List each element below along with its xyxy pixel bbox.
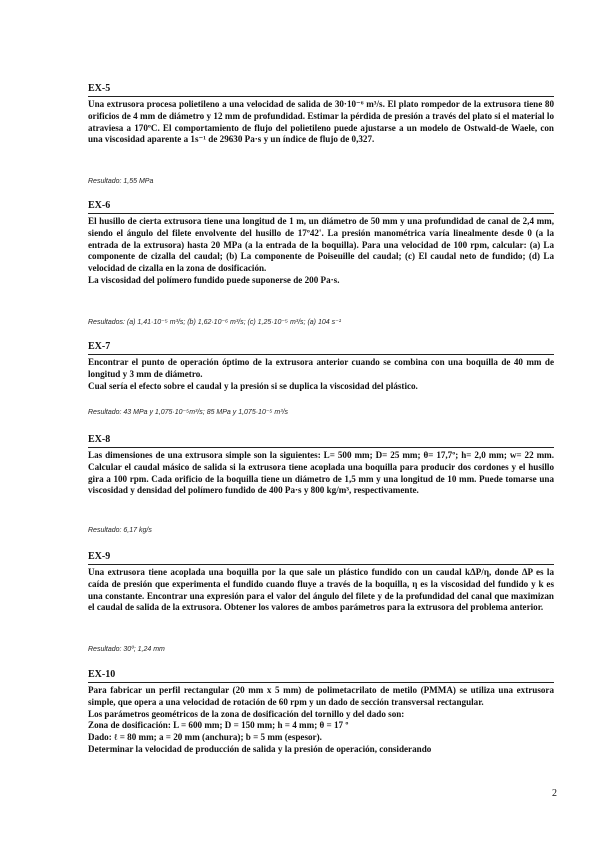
exercise-9 [88,551,554,614]
paragraph: Una extrusora procesa polietileno a una velocidad de salida de 30·10⁻⁶ m³/s. El plato rompedor de la extrusora tiene 80 orificios de 4 mm de diámetro y 12 mm de profundidad. Estimar la pérdida de presión a través del plato si el material lo atraviesa a 170ºC. El comportamiento de flujo del polietileno puede ajustarse a un modelo de Ostwald-de Waele, con una viscosidad aparente a 1s⁻¹ de 29630 Pa·s y un índice de flujo de 0,327. [88,99,554,145]
exercise-5-result: Resultado: 1,55 MPa [88,178,154,185]
exercise-statement [88,99,554,146]
paragraph: Los parámetros geométricos de la zona de dosificación del tornillo y del dado son: [88,708,405,719]
exercise-title: EX-10 [88,669,554,683]
exercise-title: EX-8 [88,434,554,448]
paragraph: La viscosidad del polímero fundido puede suponerse de 200 Pa·s. [88,274,340,285]
exercise-statement [88,450,554,497]
paragraph: Dado: ℓ = 80 mm; a = 20 mm (anchura); b = 5 mm (espesor). [88,732,322,743]
paragraph: Zona de dosificación: L = 600 mm; D = 150 mm; h = 4 mm; θ = 17 º [88,720,349,731]
exercise-7-result: Resultado: 43 MPa y 1,075·10⁻⁵m³/s; 85 MPa y 1,075·10⁻⁵ m³/s [88,409,289,416]
paragraph: Para fabricar un perfil rectangular (20 mm x 5 mm) de polimetacrilato de metilo (PMMA) se utiliza una extrusora simple, que opera a una velocidad de rotación de 60 rpm y un dado de sección transversal rectangular. [88,685,554,707]
exercise-statement [88,357,554,392]
exercise-title: EX-7 [88,341,554,355]
exercise-statement [88,685,554,756]
exercise-5 [88,83,554,146]
paragraph: Encontrar el punto de operación óptimo de la extrusora anterior cuando se combina con una boquilla de 40 mm de longitud y 3 mm de diámetro. [88,357,554,379]
exercise-8 [88,434,554,497]
exercise-title: EX-5 [88,83,554,97]
exercise-statement [88,567,554,614]
exercise-6-result: Resultados: (a) 1,41·10⁻⁵ m³/s; (b) 1,62·10⁻⁶ m³/s; (c) 1,25·10⁻⁵ m³/s; (a) 104 s⁻¹ [88,319,342,326]
paragraph: Una extrusora tiene acoplada una boquilla por la que sale un plástico fundido con un caudal kΔP/η, donde ΔP es la caída de presión que experimenta el fundido cuando fluye a través de la boquilla, η es la viscosidad del fundido y k es una constante. Encontrar una expresión para el valor del ángulo del filete y de la profundidad del canal que maximizan el caudal de salida de la extrusora. Obtener los valores de ambos parámetros para la extrusora del problema anterior. [88,567,554,613]
exercise-title: EX-9 [88,551,554,565]
exercise-8-result: Resultado: 6,17 kg/s [88,527,152,534]
exercise-title: EX-6 [88,200,554,214]
exercise-7 [88,341,554,392]
paragraph: Cual sería el efecto sobre el caudal y la presión si se duplica la viscosidad del plástico. [88,380,418,391]
exercise-statement [88,216,554,287]
paragraph: Las dimensiones de una extrusora simple son la siguientes: L= 500 mm; D= 25 mm; θ= 17,7º; h= 2,0 mm; w= 22 mm. Calcular el caudal másico de salida si la extrusora tiene acoplada una boquilla para producir dos cordones y el husillo gira a 100 rpm. Cada orificio de la boquilla tiene un diámetro de 1,5 mm y una longitud de 10 mm. Puede tomarse una viscosidad y densidad del polímero fundido de 400 Pa·s y 800 kg/m³, respectivamente. [88,450,554,496]
page-number: 2 [552,788,557,799]
exercise-9-result: Resultado: 30º; 1,24 mm [88,646,165,653]
exercise-6 [88,200,554,287]
paragraph: El husillo de cierta extrusora tiene una longitud de 1 m, un diámetro de 50 mm y una profundidad de canal de 2,4 mm, siendo el ángulo del filete envolvente del husillo de 17º42'. La presión manométrica varía linealmente desde 0 (a la entrada de la extrusora) hasta 20 MPa (a la entrada de la boquilla). Para una velocidad de 100 rpm, calcular: (a) La componente de cizalla del caudal; (b) La componente de Poiseuille del caudal; (c) El caudal neto de fundido; (d) La velocidad de cizalla en la zona de dosificación. [88,216,554,274]
paragraph: Determinar la velocidad de producción de salida y la presión de operación, considerando [88,743,432,754]
exercise-10 [88,669,554,756]
